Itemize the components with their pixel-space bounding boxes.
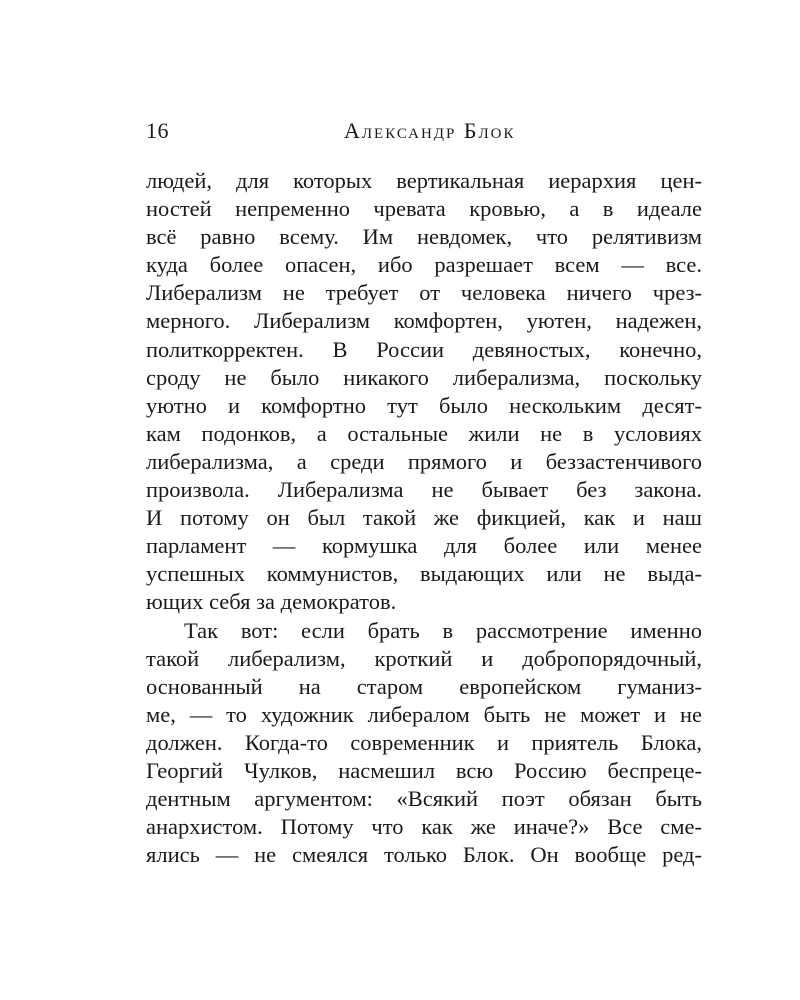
text-line: людей, для которых вертикальная иерархия цен- <box>146 168 702 193</box>
text-line-paragraph-start: Так вот: если брать в рассмотрение именно <box>184 617 702 643</box>
text-line: парламент — кормушка для более или менее <box>146 533 702 559</box>
text-line: успешных коммунистов, выдающих или не выда- <box>146 561 702 587</box>
text-line: сроду не было никакого либерализма, поскольку <box>146 364 702 390</box>
text-line: основанный на старом европейском гуманиз- <box>146 673 702 699</box>
text-line: кам подонков, а остальные жили не в условиях <box>146 420 702 446</box>
text-line: произвола. Либерализма не бывает без закона. <box>146 477 702 503</box>
text-line: всё равно всему. Им невдомек, что релятивизм <box>146 224 702 250</box>
text-line: ме, — то художник либералом быть не может и не <box>146 701 702 727</box>
text-line: анархистом. Потому что как же иначе?» Все сме- <box>146 814 702 840</box>
text-line: либерализма, а среди прямого и беззастенчивого <box>146 448 702 474</box>
text-line: должен. Когда-то современник и приятель Блока, <box>146 729 702 755</box>
text-line: мерного. Либерализм комфортен, уютен, надежен, <box>146 308 702 334</box>
running-title: Александр Блок <box>344 118 516 143</box>
text-line: ялись — не смеялся только Блок. Он вообще ред- <box>146 842 702 868</box>
page-number: 16 <box>146 118 169 143</box>
text-line-paragraph-end: ющих себя за демократов. <box>146 589 397 615</box>
text-line: такой либерализм, кроткий и добропорядочный, <box>146 645 702 671</box>
text-line: Либерализм не требует от человека ничего чрез- <box>146 280 702 306</box>
body-text <box>146 167 702 869</box>
text-line: уютно и комфортно тут было нескольким десят- <box>146 392 702 418</box>
text-line: куда более опасен, ибо разрешает всем — все. <box>146 252 702 278</box>
text-line: политкорректен. В России девяностых, конечно, <box>146 336 702 362</box>
text-line: ностей непременно чревата кровью, а в идеале <box>146 196 702 222</box>
text-line: Георгий Чулков, насмешил всю Россию беспреце- <box>146 757 702 783</box>
running-header <box>146 118 702 146</box>
text-line: И потому он был такой же фикцией, как и наш <box>146 505 702 531</box>
text-line: дентным аргументом: «Всякий поэт обязан быть <box>146 786 702 812</box>
